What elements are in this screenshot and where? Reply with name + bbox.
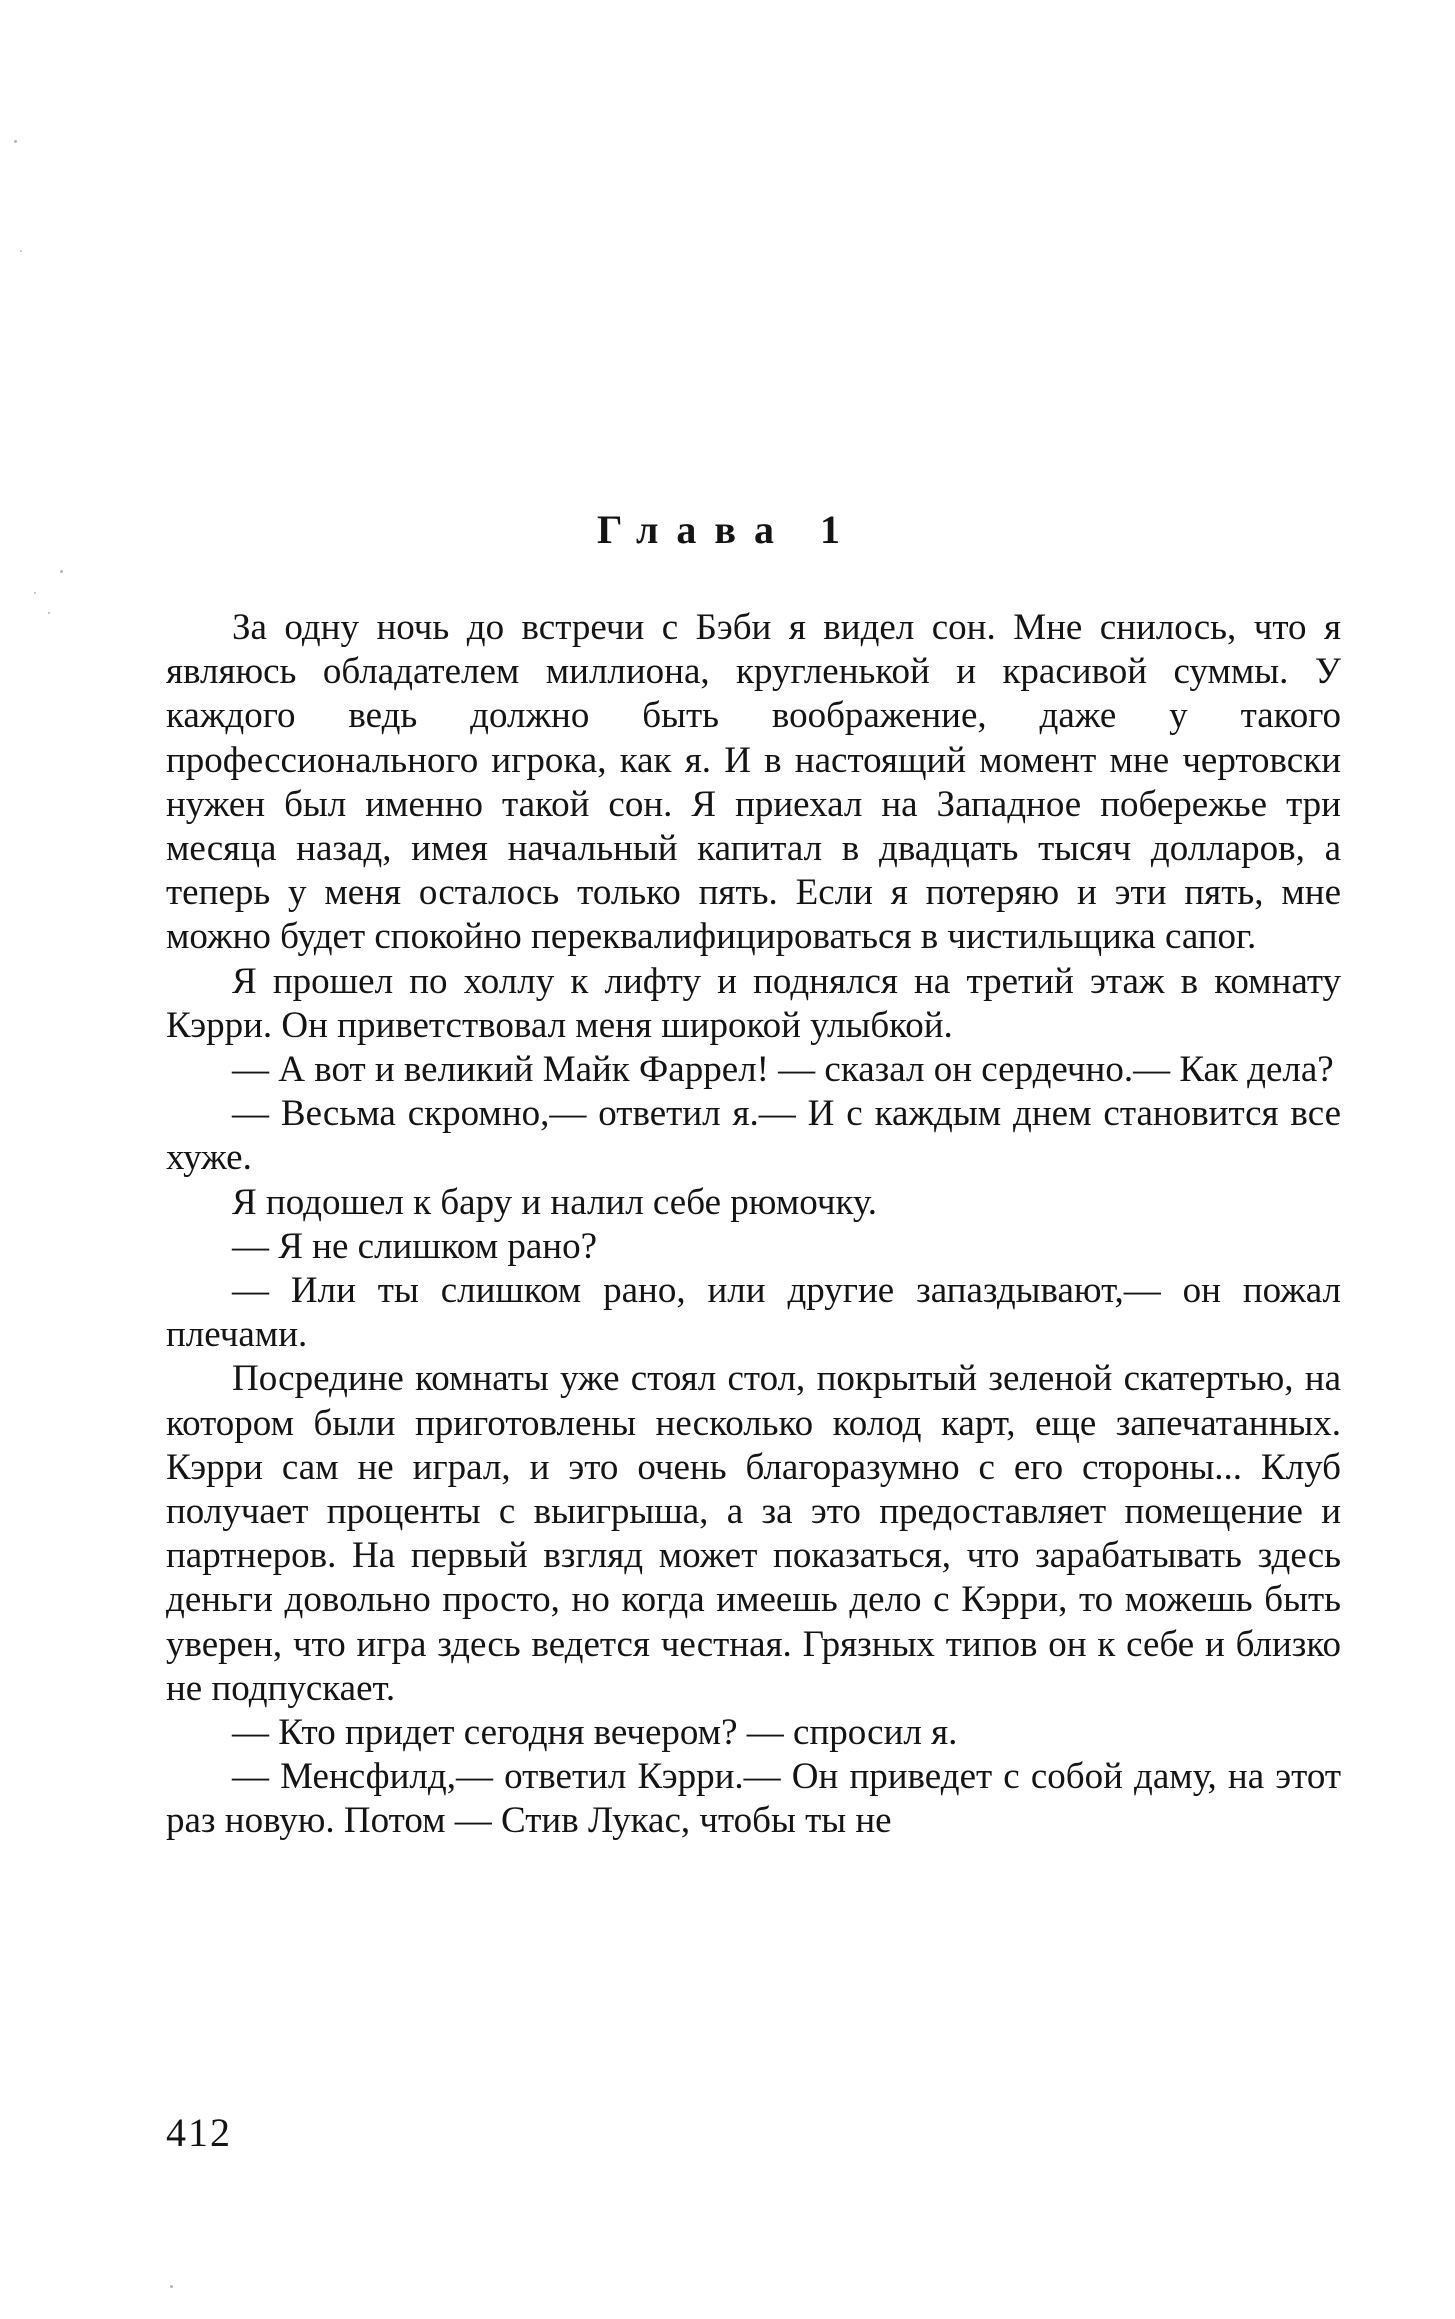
paragraph: Посредине комнаты уже стоял стол, покрытый зеленой скатертью, на котором были приготовлены несколько колод карт, еще запечатанных. Кэрри сам не играл, и это очень благоразумно с его стороны... Клуб получает проценты с выигрыша, а за это предоставляет помещение и партнеров. На первый взгляд может показаться, что зарабатывать здесь деньги довольно просто, но когда имеешь дело с Кэрри, то можешь быть уверен, что игра здесь ведется честная. Грязных типов он к себе и близко не подпускает. — [166, 1358, 1341, 1709]
scan-speck — [60, 570, 63, 573]
scan-speck — [34, 592, 36, 594]
paragraph: — А вот и великий Майк Фаррел! — сказал он сердечно.— Как дела? — [232, 1049, 1334, 1091]
paragraph: — Или ты слишком рано, или другие запаздывают,— он пожал плечами. — [166, 1270, 1341, 1356]
paragraph: Я подошел к бару и налил себе рюмочку. — [232, 1181, 877, 1223]
paragraph: Я прошел по холлу к лифту и поднялся на третий этаж в комнату Кэрри. Он приветствовал меня широкой улыбкой. — [166, 960, 1341, 1046]
paragraph: — Кто придет сегодня вечером? — спросил я. — [232, 1712, 958, 1754]
paragraph: За одну ночь до встречи с Бэби я видел сон. Мне снилось, что я являюсь обладателем миллиона, кругленькой и красивой суммы. У каждого ведь должно быть воображение, даже у такого профессионального игрока, как я. И в настоящий момент мне чертовски нужен был именно такой сон. Я приехал на Западное побережье три месяца назад, имея начальный капитал в двадцать тысяч долларов, а теперь у меня осталось только пять. Если я потеряю и эти пять, мне можно будет спокойно переквалифицироваться в чистильщика сапог. — [166, 607, 1341, 958]
scan-speck — [20, 250, 22, 252]
paragraph: — Я не слишком рано? — [232, 1225, 598, 1267]
scan-speck — [14, 140, 17, 143]
scan-speck — [48, 612, 50, 614]
chapter-title: Глава 1 — [597, 507, 858, 552]
page-number: 412 — [166, 2110, 232, 2155]
scan-speck — [170, 2285, 173, 2288]
paragraph: — Менсфилд,— ответил Кэрри.— Он приведет с собой даму, на этот раз новую. Потом — Стив Лукас, чтобы ты не — [166, 1756, 1341, 1842]
body-text — [166, 606, 1341, 1844]
paragraph: — Весьма скромно,— ответил я.— И с каждым днем становится все хуже. — [166, 1093, 1341, 1179]
